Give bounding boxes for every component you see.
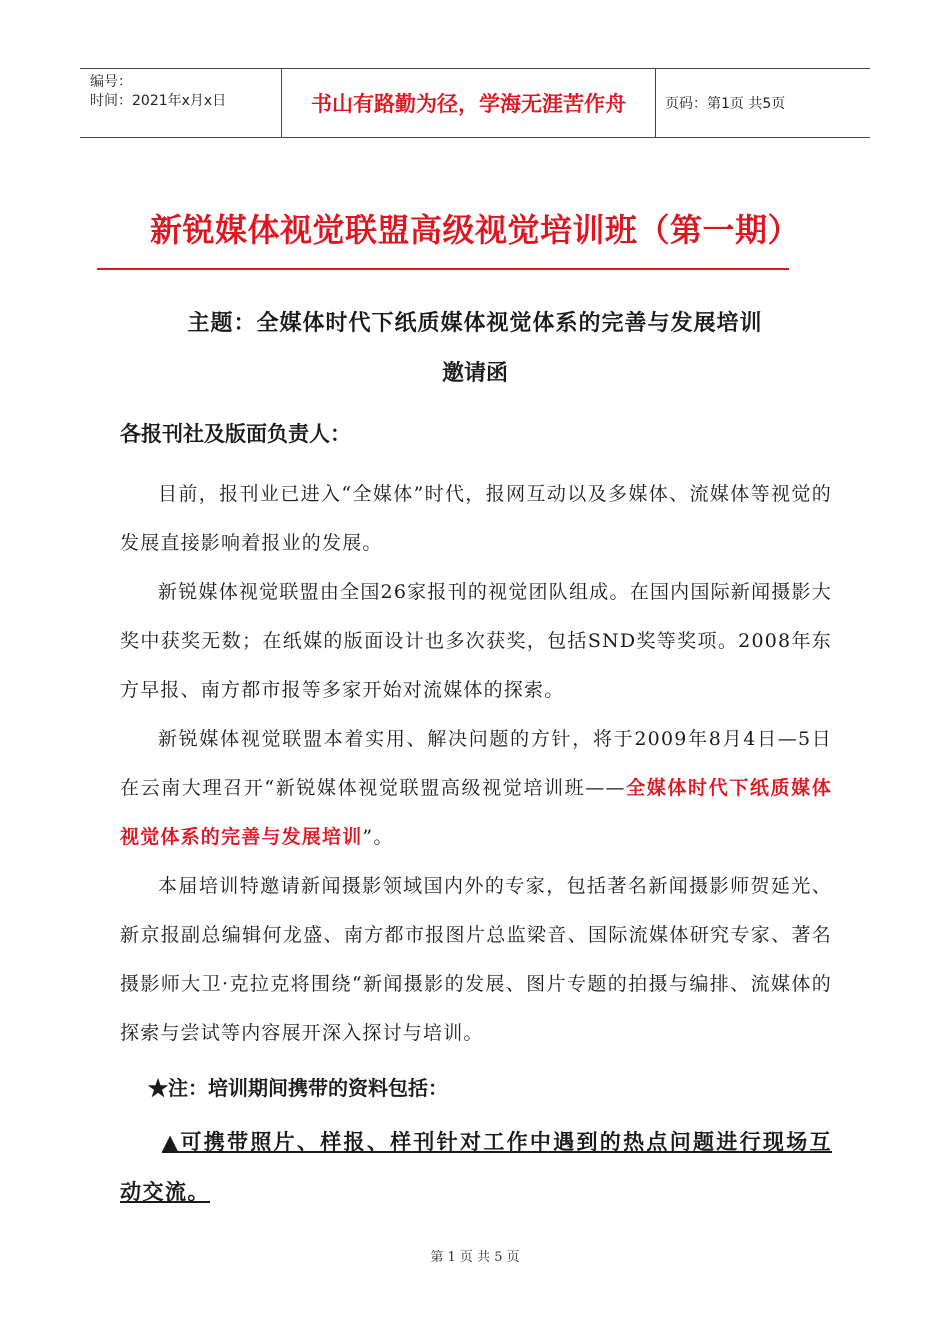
number-label: 编号： (90, 74, 132, 90)
paragraph-3-text: 新锐媒体视觉联盟本着实用、解决问题的方针，将于2009年8月4日—5日在云南大理召开“新锐媒体视觉联盟高级视觉培训班—— (120, 728, 832, 799)
paragraph-3-highlight: 全媒体时代下纸质媒体视觉体系的完善与发展培训 (120, 777, 832, 848)
paragraph-1-text: 目前，报刊业已进入“全媒体”时代，报网互动以及多媒体、流媒体等视觉的发展直接影响着报业的发展。 (120, 483, 832, 554)
note-item: ▲可携带照片、样报、样刊针对工作中遇到的热点问题进行现场互动交流。 (120, 1129, 832, 1204)
paragraph-1 (120, 470, 832, 568)
header-page-info: 页码：第1页 共5页 (665, 96, 786, 112)
document-subtitle: 主题：全媒体时代下纸质媒体视觉体系的完善与发展培训 (187, 310, 763, 336)
header-motto: 书山有路勤为径，学海无涯苦作舟 (281, 69, 656, 137)
title-divider (97, 268, 789, 270)
salutation: 各报刊社及版面负责人： (120, 421, 351, 446)
header-meta (80, 69, 280, 137)
note-heading: ★注：培训期间携带的资料包括： (148, 1076, 448, 1100)
document-title: 新锐媒体视觉联盟高级视觉培训班（第一期） (149, 211, 800, 249)
paragraph-2-text: 新锐媒体视觉联盟由全国26家报刊的视觉团队组成。在国内国际新闻摄影大奖中获奖无数；在纸媒的版面设计也多次获奖，包括SND奖等奖项。2008年东方早报、南方都市报等多家开始对流媒体的探索。 (120, 581, 832, 701)
paragraph-4-text: 本届培训特邀请新闻摄影领域国内外的专家，包括著名新闻摄影师贺延光、新京报副总编辑何龙盛、南方都市报图片总监梁音、国际流媒体研究专家、著名摄影师大卫·克拉克将围绕“新闻摄影的发展、图片专题的拍摄与编排、流媒体的探索与尝试等内容展开深入探讨与培训。 (120, 875, 832, 1044)
time-label: 时间：2021年x月x日 (90, 93, 227, 109)
page-header (80, 68, 870, 138)
paragraph-2 (120, 568, 832, 715)
paragraph-3-end: ”。 (362, 826, 394, 848)
invitation-heading: 邀请函 (441, 360, 508, 386)
page-footer: 第 1 页 共 5 页 (430, 1250, 520, 1265)
paragraph-3 (120, 715, 832, 862)
paragraph-4 (120, 862, 832, 1058)
